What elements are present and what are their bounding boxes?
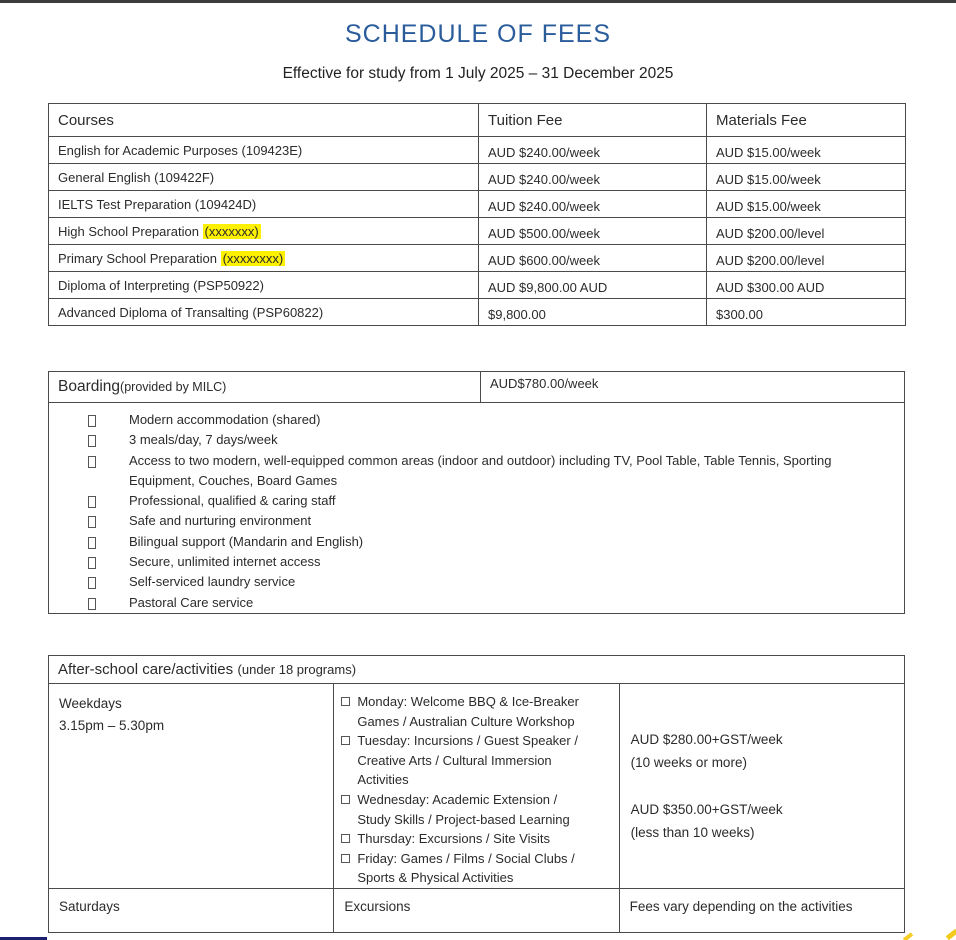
boarding-feature-item <box>49 572 896 592</box>
saturday-fee-note: Fees vary depending on the activities <box>619 888 904 932</box>
weekday-activities-list <box>341 692 592 888</box>
fees-table-row <box>49 164 906 191</box>
weekday-activity-item <box>341 692 592 731</box>
fee-amount: AUD $350.00+GST/week <box>630 801 783 817</box>
course-name: Primary School Preparation <box>58 250 221 266</box>
tuition-fee-value: AUD $600.00/week <box>479 245 707 272</box>
tuition-fee-column-header: Tuition Fee <box>479 104 707 137</box>
square-bullet-icon <box>88 456 96 468</box>
fees-table-row <box>49 137 906 164</box>
weekdays-row <box>49 684 905 889</box>
fees-header-row <box>49 104 906 137</box>
tuition-fee-value: $9,800.00 <box>479 299 707 326</box>
highlighted-course-code: (xxxxxxx) <box>204 223 259 239</box>
boarding-feature-item <box>49 491 896 511</box>
fees-table-row <box>49 218 906 245</box>
boarding-feature-item <box>49 552 896 572</box>
fee-condition: (less than 10 weeks) <box>630 824 755 840</box>
boarding-feature-text: Pastoral Care service <box>129 594 254 610</box>
weekday-activity-text: Wednesday: Academic Extension / Study Skills / Project-based Learning <box>357 791 570 827</box>
fee-amount: AUD $280.00+GST/week <box>630 731 783 747</box>
boarding-feature-item <box>49 410 896 430</box>
square-bullet-icon <box>88 415 96 427</box>
materials-fee-value: AUD $15.00/week <box>707 164 906 191</box>
course-name: High School Preparation <box>58 223 203 239</box>
course-name: General English (109422F) <box>58 169 215 185</box>
weekday-fee-group <box>631 728 898 774</box>
course-name: English for Academic Purposes (109423E) <box>58 142 303 158</box>
materials-fee-column-header: Materials Fee <box>707 104 906 137</box>
course-name-cell <box>49 137 479 164</box>
boarding-title-cell <box>49 372 481 403</box>
boarding-feature-text: Safe and nurturing environment <box>129 513 312 529</box>
page-title: SCHEDULE OF FEES <box>344 20 612 48</box>
boarding-feature-text: Self-serviced laundry service <box>129 574 296 590</box>
fee-condition: (10 weeks or more) <box>630 754 747 770</box>
weekday-activity-text: Friday: Games / Films / Social Clubs / Sports & Physical Activities <box>357 850 575 886</box>
boarding-title: Boarding <box>58 378 121 395</box>
weekday-activity-item <box>341 790 592 829</box>
fees-table-row <box>49 272 906 299</box>
after-school-title: After-school care/activities <box>58 660 234 678</box>
weekday-activity-item <box>341 829 592 849</box>
boarding-feature-text: Modern accommodation (shared) <box>129 412 321 427</box>
weekday-activity-item <box>341 731 592 790</box>
course-name-cell <box>49 191 479 218</box>
square-bullet-icon <box>88 557 96 569</box>
effective-dates-subtitle: Effective for study from 1 July 2025 – 31 December 2025 <box>282 65 674 82</box>
course-name-cell <box>49 164 479 191</box>
square-bullet-icon <box>88 598 96 610</box>
boarding-feature-item <box>49 511 896 531</box>
boarding-fee: AUD$780.00/week <box>481 372 905 403</box>
square-bullet-icon <box>341 795 350 804</box>
course-name: Advanced Diploma of Transalting (PSP60822) <box>58 304 324 320</box>
fees-table-row <box>49 245 906 272</box>
saturdays-row <box>49 888 905 932</box>
square-bullet-icon <box>88 577 96 589</box>
boarding-features-cell <box>49 403 905 614</box>
courses-column-header: Courses <box>49 104 479 137</box>
boarding-feature-text: Professional, qualified & caring staff <box>129 493 336 509</box>
materials-fee-value: AUD $200.00/level <box>707 245 906 272</box>
weekday-activity-item <box>341 849 592 888</box>
course-name: IELTS Test Preparation (109424D) <box>58 196 257 212</box>
weekday-activities-cell <box>334 684 619 889</box>
square-bullet-icon <box>341 854 350 863</box>
square-bullet-icon <box>88 516 96 528</box>
corner-yellow-accent <box>946 929 956 940</box>
boarding-feature-item <box>49 430 896 450</box>
boarding-feature-text: Bilingual support (Mandarin and English) <box>129 533 364 549</box>
weekdays-time: 3.15pm – 5.30pm <box>59 718 165 733</box>
weekday-activity-text: Thursday: Excursions / Site Visits <box>357 831 550 847</box>
course-name-cell <box>49 218 479 245</box>
course-fees-table <box>48 103 906 326</box>
materials-fee-value: AUD $15.00/week <box>707 137 906 164</box>
square-bullet-icon <box>88 496 96 508</box>
after-school-subtitle: (under 18 programs) <box>237 661 357 677</box>
fees-table-row <box>49 191 906 218</box>
after-school-title-cell <box>49 656 905 684</box>
weekday-fees-cell <box>619 684 904 889</box>
after-school-header-row <box>49 656 905 684</box>
boarding-feature-text: 3 meals/day, 7 days/week <box>129 432 278 448</box>
course-name-cell <box>49 272 479 299</box>
tuition-fee-value: AUD $500.00/week <box>479 218 707 245</box>
course-name-cell <box>49 245 479 272</box>
boarding-provider-note: (provided by MILC) <box>120 380 227 394</box>
after-school-table <box>48 655 905 933</box>
materials-fee-value: $300.00 <box>707 299 906 326</box>
boarding-feature-item <box>49 593 896 613</box>
boarding-table <box>48 371 905 614</box>
square-bullet-icon <box>341 697 350 706</box>
boarding-feature-list <box>49 410 896 613</box>
weekday-activity-text: Tuesday: Incursions / Guest Speaker / Creative Arts / Cultural Immersion Activities <box>357 733 578 788</box>
boarding-features-row <box>49 403 905 614</box>
boarding-feature-item <box>49 532 896 552</box>
boarding-feature-text: Secure, unlimited internet access <box>129 554 321 570</box>
weekday-fee-group <box>631 798 898 844</box>
highlighted-course-code: (xxxxxxxx) <box>222 250 284 266</box>
course-name-cell <box>49 299 479 326</box>
boarding-feature-text: Access to two modern, well-equipped common areas (indoor and outdoor) including TV, Pool Table, Table Tennis, Sporting Equipment, Couches, Board Games <box>129 452 832 488</box>
tuition-fee-value: AUD $240.00/week <box>479 137 707 164</box>
saturdays-label: Saturdays <box>49 888 334 932</box>
weekdays-schedule-cell <box>49 684 334 889</box>
square-bullet-icon <box>341 834 350 843</box>
weekdays-label: Weekdays <box>59 696 122 711</box>
square-bullet-icon <box>88 435 96 447</box>
tuition-fee-value: AUD $240.00/week <box>479 191 707 218</box>
square-bullet-icon <box>341 736 350 745</box>
fees-table-row <box>49 299 906 326</box>
saturday-activity: Excursions <box>334 888 619 932</box>
boarding-feature-item <box>49 451 896 492</box>
course-name: Diploma of Interpreting (PSP50922) <box>58 277 264 293</box>
materials-fee-value: AUD $300.00 AUD <box>707 272 906 299</box>
tuition-fee-value: AUD $240.00/week <box>479 164 707 191</box>
square-bullet-icon <box>88 537 96 549</box>
materials-fee-value: AUD $15.00/week <box>707 191 906 218</box>
materials-fee-value: AUD $200.00/level <box>707 218 906 245</box>
corner-yellow-accent <box>903 932 913 940</box>
tuition-fee-value: AUD $9,800.00 AUD <box>479 272 707 299</box>
weekday-activity-text: Monday: Welcome BBQ & Ice-Breaker Games / Australian Culture Workshop <box>357 694 579 729</box>
boarding-header-row <box>49 372 905 403</box>
